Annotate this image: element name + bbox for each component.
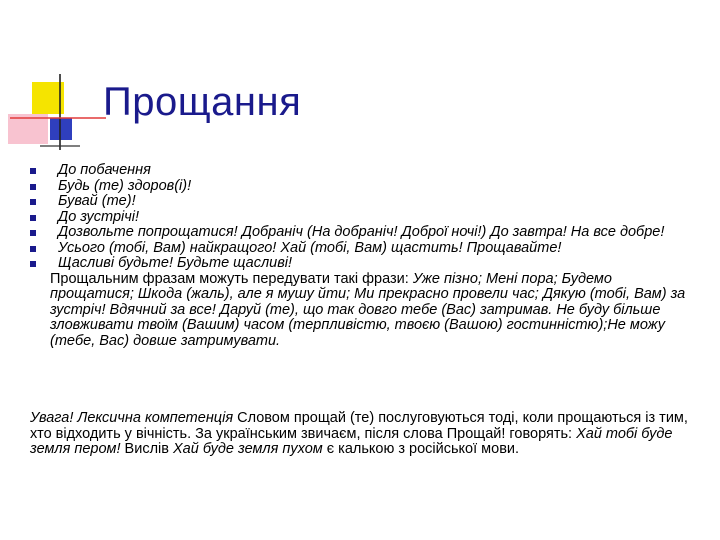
bullet-marker [30,184,36,190]
bullet-marker [30,230,36,236]
title-decoration [0,0,110,160]
bullet-marker [30,199,36,205]
bullet-marker [30,168,36,174]
bullet-item: Усього (тобі, Вам) найкращого! Хай (тобі, Вам) щастить! Прощавайте! [30,241,690,257]
bullet-list [30,163,690,349]
attention-note: Увага! Лексична компетенція Словом прощай (те) послуговуються тоді, коли прощаються із тим, хто відходить у вічність. За українським звичаєм, після слова Прощай! говорять: Хай тобі буде земля пером! Вислів Хай буде земля пухом є калькою з російської мови. [30,410,688,457]
bullet-item: До побачення [30,163,690,179]
bullet-marker [30,261,36,267]
bullet-item: Дозвольте попрощатися! Добраніч (На добраніч! Доброї ночі!) До завтра! На все добре! [30,225,690,241]
note-label: Увага! Лексична компетенція [30,410,234,426]
bullet-item: До зустрічі! [30,210,690,226]
slide-title: Прощання [103,80,302,124]
bullet-marker [30,246,36,252]
bullet-item: Щасливі будьте! Будьте щасливі! [30,256,690,272]
bullet-item: Бувай (те)! [30,194,690,210]
farewell-phrases-paragraph: Прощальним фразам можуть передувати такі фрази: Уже пізно; Мені пора; Будемо прощатися; Шкода (жаль), але я мушу йти; Ми прекрасно провели час; Дякую (тобі, Вам) за зустріч! Вдячний за все! Даруй (те), що так довго тебе (Вас) затримав. Не буду більше зловживати твоїм (Вашим) часом (терпливістю, твоєю (Вашою) гостинністю);Не можу (тебе, Вас) довше затримувати. [50,270,686,349]
bullet-marker [30,215,36,221]
bullet-item: Будь (те) здоров(і)! [30,179,690,195]
